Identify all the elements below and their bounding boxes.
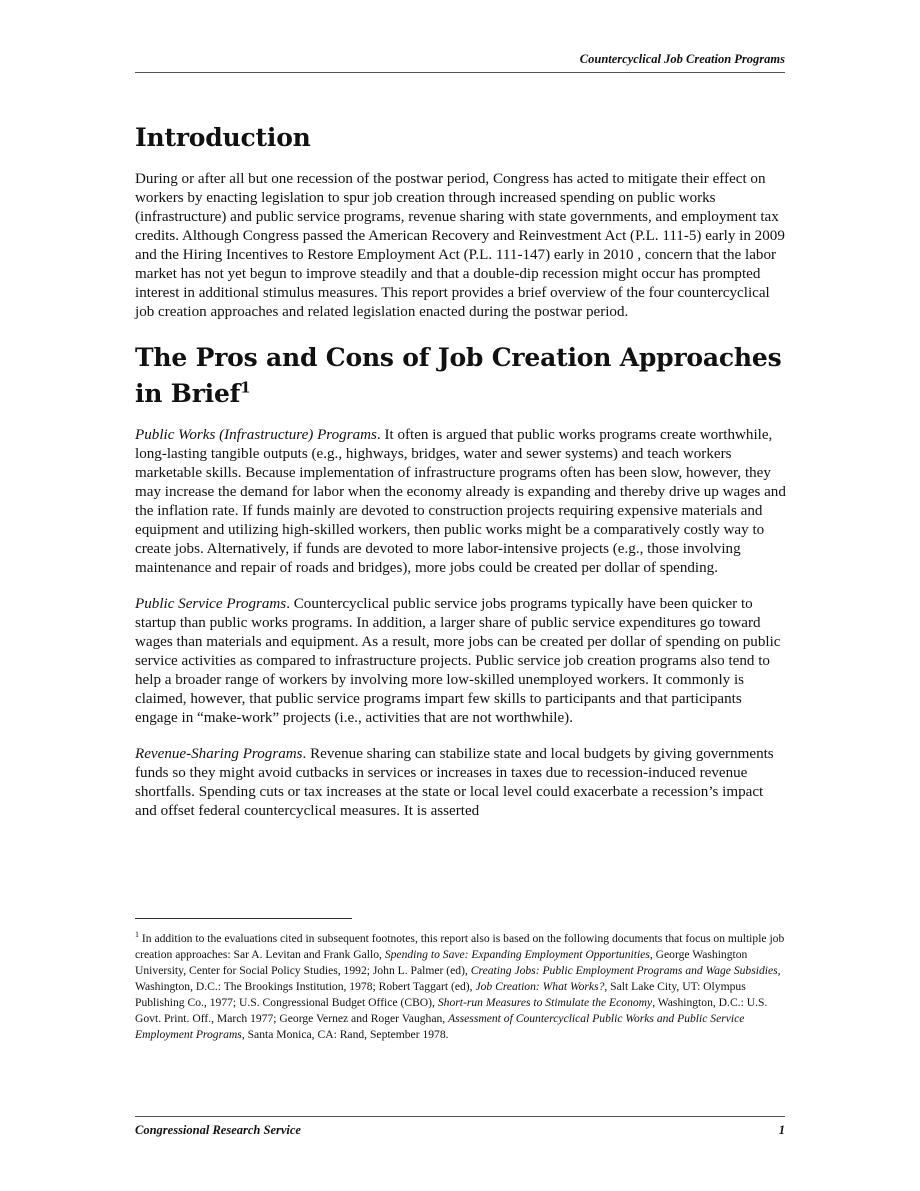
public-works-text: . It often is argued that public works programs create worthwhile, long-lasting tangible outputs (e.g., highways, bridges, water and sewer systems) and teach workers marketable skills. Because implementation of infrastructure programs often has been slow, however, they may increase the demand for labor when the economy already is expanding and thereby drive up wages and the inflation rate. If funds mainly are devoted to construction projects requiring expensive materials and equipment and utilizing high-skilled workers, then public works might be a comparatively costly way to create jobs. Alternatively, if funds are devoted to more labor-intensive projects (e.g., those involving maintenance and repair of roads and bridges), more jobs could be created per dollar of spending. (135, 427, 786, 576)
footnote-text-4: , Salt Lake City, UT: Olympus Publishing Co., 1977; U.S. Congressional Budget Office (CBO), (135, 980, 746, 1009)
footnote-text-1: In addition to the evaluations cited in subsequent footnotes, this report also is based on the following documents that focus on multiple job creation approaches: Sar A. Levitan and Frank Gallo, (135, 932, 785, 961)
introduction-paragraph: During or after all but one recession of the postwar period, Congress has acted to mitigate their effect on workers by enacting legislation to spur job creation through increased spending on public works (infrastructure) and public service programs, revenue sharing with state governments, and employment tax credits. Although Congress passed the American Recovery and Reinvestment Act (P.L. 111-5) early in 2009 and the Hiring Incentives to Restore Employment Act (P.L. 111-147) early in 2010 , concern that the labor market has not yet begun to improve steadily and that a double-dip recession might occur has prompted interest in additional stimulus measures. This report provides a brief overview of the four countercyclical job creation approaches and related legislation enacted during the postwar period. (135, 171, 785, 320)
page-number: 1 (778, 1123, 785, 1137)
pros-cons-heading-text: The Pros and Cons of Job Creation Approaches in Brief (135, 343, 782, 408)
running-header: Countercyclical Job Creation Programs (135, 52, 785, 73)
footnote-number: 1 (135, 930, 139, 940)
public-service-text: . Countercyclical public service jobs programs typically have been quicker to startup than public works programs. In addition, a larger share of public service expenditures go toward wages than materials and equipment. As a result, more jobs can be created per dollar of spending on public service activities as compared to infrastructure projects. Public service job creation programs also tend to help a broader range of workers by involving more low-skilled unemployed workers. It commonly is claimed, however, that public service programs impart few skills to participants and that participants engage in “make-work” projects (i.e., activities that are not worthwhile). (135, 596, 781, 726)
footnote-ref[interactable]: 1 (240, 378, 251, 397)
revenue-sharing-text: . Revenue sharing can stabilize state and local budgets by giving governments funds so they might avoid cutbacks in services or increases in taxes due to recession-induced revenue shortfalls. Spending cuts or tax increases at the state or local level could exacerbate a recession’s impact and offset federal countercyclical measures. It is asserted (135, 746, 774, 819)
footnote-text-3: , Washington, D.C.: The Brookings Institution, 1978; Robert Taggart (ed), (135, 964, 781, 993)
footnote-title-3: Job Creation: What Works? (475, 980, 605, 993)
footnote-title-5: Assessment of Countercyclical Public Works and Public Service Employment Programs (135, 1012, 745, 1041)
footnote-text-2: , George Washington University, Center for Social Policy Studies, 1992; John L. Palmer (ed), (135, 948, 748, 977)
introduction-heading: Introduction (135, 123, 311, 152)
footnote-divider (135, 918, 352, 919)
public-service-paragraph (135, 595, 787, 728)
pros-cons-heading (135, 340, 787, 412)
public-works-lead: Public Works (Infrastructure) Programs (135, 427, 377, 443)
public-works-paragraph (135, 426, 787, 578)
revenue-sharing-paragraph (135, 745, 787, 821)
footnote-title-1: Spending to Save: Expanding Employment Opportunities (384, 948, 650, 961)
running-footer (135, 1116, 785, 1138)
footnote-text-6: , Santa Monica, CA: Rand, September 1978. (241, 1028, 449, 1041)
page-body (135, 120, 787, 838)
public-service-lead: Public Service Programs (135, 596, 287, 612)
footer-publisher: Congressional Research Service (135, 1123, 301, 1137)
revenue-sharing-lead: Revenue-Sharing Programs (135, 746, 303, 762)
footnote-title-4: Short-run Measures to Stimulate the Economy (437, 996, 653, 1009)
footnote (135, 931, 787, 1043)
footnote-text-5: , Washington, D.C.: U.S. Govt. Print. Off., March 1977; George Vernez and Roger Vaughan, (135, 996, 768, 1025)
footnote-title-2: Creating Jobs: Public Employment Programs and Wage Subsidies (470, 964, 778, 977)
